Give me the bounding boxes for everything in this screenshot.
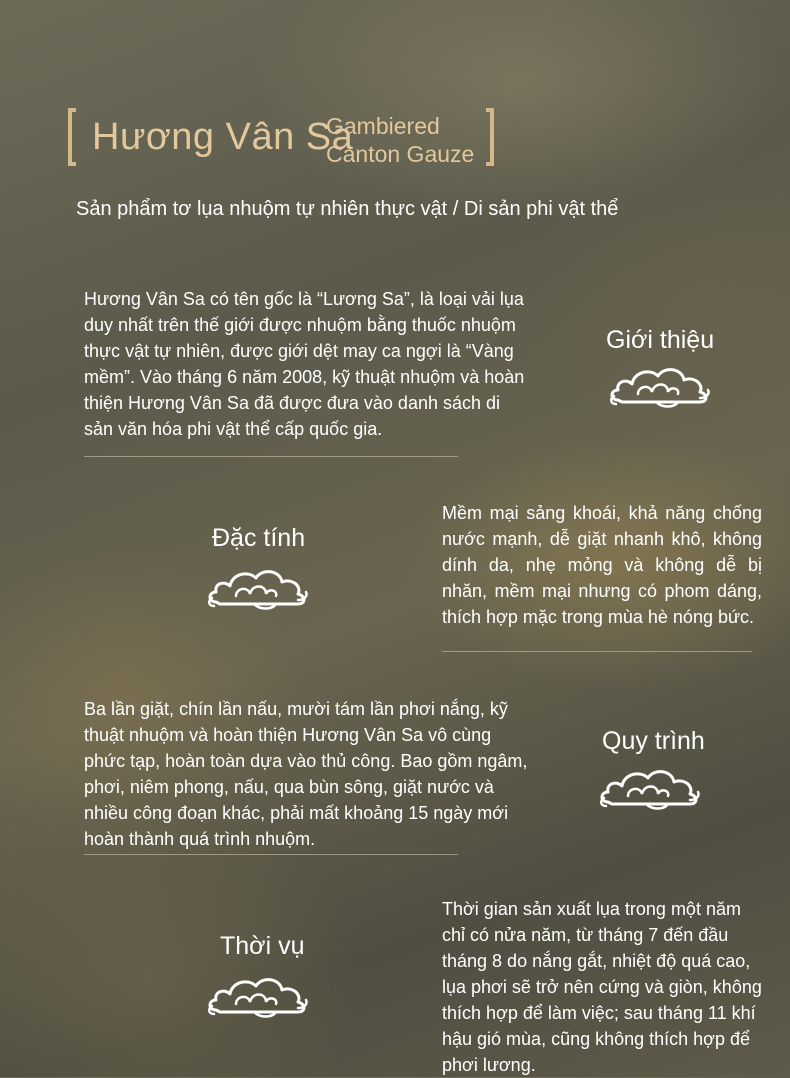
left-bracket: [68, 108, 76, 166]
characteristics-heading: Đặc tính: [212, 524, 306, 552]
cloud-icon: [206, 970, 310, 1022]
divider: [84, 456, 458, 457]
intro-heading: Giới thiệu: [606, 326, 715, 354]
season-text: Thời gian sản xuất lụa trong một năm chỉ có nửa năm, từ tháng 7 đến đầu tháng 8 do nắng gắt, nhiệt độ quá cao, lụa phơi sẽ trở nên cứng và giòn, không thích hợp để làm việc; sau tháng 11 khí hậu gió mùa, cũng không thích hợp để phơi lương.: [442, 899, 762, 1075]
cloud-icon: [206, 562, 310, 614]
english-title-line1: Gambiered: [326, 113, 440, 139]
right-bracket: [486, 108, 494, 166]
characteristics-text: Mềm mại sảng khoái, khả năng chống nước mạnh, dễ giặt nhanh khô, không dính da, nhẹ mỏng và không dễ bị nhăn, mềm mại nhưng có phom dáng, thích hợp mặc trong mùa hè nóng bức.: [442, 503, 762, 627]
cloud-icon: [598, 762, 702, 814]
divider: [442, 651, 752, 652]
page-subtitle: Sản phẩm tơ lụa nhuộm tự nhiên thực vật / Di sản phi vật thể: [76, 198, 619, 220]
divider: [84, 854, 458, 855]
intro-text: Hương Vân Sa có tên gốc là “Lương Sa”, là loại vải lụa duy nhất trên thế giới được nhuộm bằng thuốc nhuộm thực vật tự nhiên, được giới dệt may ca ngợi là “Vàng mềm”. Vào tháng 6 năm 2008, kỹ thuật nhuộm và hoàn thiện Hương Vân Sa đã được đưa vào danh sách di sản văn hóa phi vật thể cấp quốc gia.: [84, 289, 525, 439]
english-title: [326, 112, 474, 168]
season-heading: Thời vụ: [220, 932, 305, 960]
page-title: Hương Vân Sa: [92, 116, 354, 158]
title-block: [68, 108, 508, 170]
english-title-line2: Canton Gauze: [326, 141, 475, 167]
process-heading: Quy trình: [602, 727, 705, 755]
process-text: Ba lần giặt, chín lần nấu, mười tám lần phơi nắng, kỹ thuật nhuộm và hoàn thiện Hương Vân Sa vô cùng phức tạp, hoàn toàn dựa vào thủ công. Bao gồm ngâm, phơi, niêm phong, nấu, qua bùn sông, giặt nước và nhiều công đoạn khác, phải mất khoảng 15 ngày mới hoàn thành quá trình nhuộm.: [84, 699, 528, 849]
cloud-icon: [608, 360, 712, 412]
